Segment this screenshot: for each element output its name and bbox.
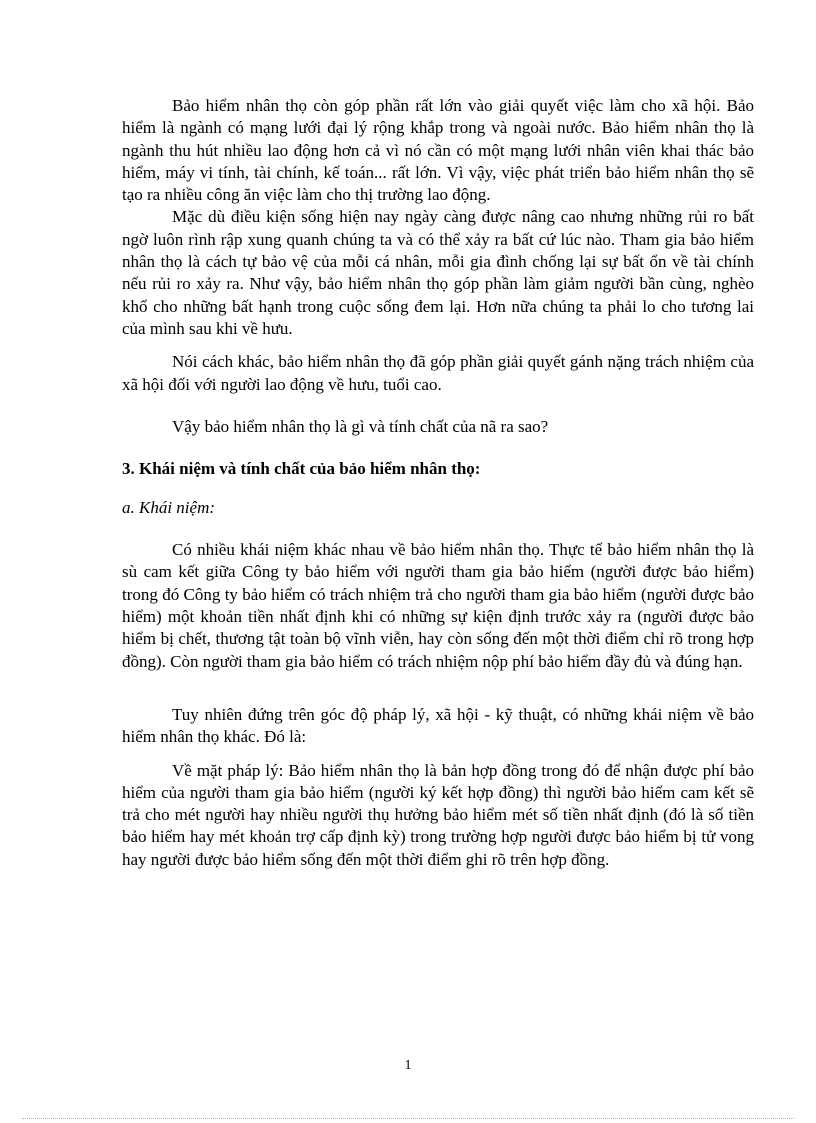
paragraph-social-burden: Nói cách khác, bảo hiểm nhân thọ đã góp phần giải quyết gánh nặng trách nhiệm của xã hội đối với người lao động về hưu, tuổi cao. [122,352,754,394]
paragraph-risks: Mặc dù điều kiện sống hiện nay ngày càng được nâng cao nhưng những rủi ro bất ngờ luôn rình rập xung quanh chúng ta và có thể xảy ra bất cứ lúc nào. Tham gia bảo hiểm nhân thọ là cách tự bảo vệ của mỗi cá nhân, mỗi gia đình chống lại sự bất ổn về tài chính nếu rủi ro xảy ra. Như vậy, bảo hiểm nhân thọ góp phần làm giảm người bần cùng, nghèo khổ cho những bất hạnh trong cuộc sống đem lại. Hơn nữa chúng ta phải lo cho tương lai của mình sau khi về hưu. [122,207,754,338]
subsection-heading: a. Khái niệm: [122,498,216,518]
document-body [122,95,754,871]
page-number: 1 [404,1058,412,1073]
paragraph-question: Vậy bảo hiểm nhân thọ là gì và tính chất của nã ra sao? [172,416,549,436]
paragraph-definition: Có nhiều khái niệm khác nhau về bảo hiểm nhân thọ. Thực tế bảo hiểm nhân thọ là sù cam kết giữa Công ty bảo hiểm với người tham gia bảo hiểm (người được bảo hiểm) trong đó Công ty bảo hiểm có trách nhiệm trả cho người tham gia bảo hiểm (người được bảo hiểm) một khoản tiền nhất định khi có những sự kiện định trước xảy ra (người được bảo hiểm bị chết, thương tật toàn bộ vĩnh viễn, hay còn sống đến một thời điểm chỉ rõ trong hợp đồng). Còn người tham gia bảo hiểm có trách nhiệm nộp phí bảo hiểm đầy đủ và đúng hạn. [122,540,754,671]
section-heading: 3. Khái niệm và tính chất của bảo hiểm nhân thọ: [122,459,481,479]
paragraph-employment: Bảo hiểm nhân thọ còn góp phần rất lớn vào giải quyết việc làm cho xã hội. Bảo hiểm là ngành có mạng lưới đại lý rộng khắp trong và ngoài nước. Bảo hiểm nhân thọ là ngành thu hút nhiều lao động hơn cả vì nó cần có một mạng lưới nhân viên khai thác bảo hiểm, máy vi tính, tài chính, kế toán... rất lớn. Vì vậy, việc phát triển bảo hiểm nhân thọ sẽ tạo ra nhiều công ăn việc làm cho thị trường lao động. [122,96,754,205]
paragraph-perspectives: Tuy nhiên đứng trên góc độ pháp lý, xã hội - kỹ thuật, có những khái niệm về bảo hiểm nhân thọ khác. Đó là: [122,704,754,747]
paragraph-legal-definition: Về mặt pháp lý: Bảo hiểm nhân thọ là bản hợp đồng trong đó để nhận được phí bảo hiểm của người tham gia bảo hiểm (người ký kết hợp đồng) thì người bảo hiểm cam kết sẽ trả cho mét người hay nhiều người thụ hưởng bảo hiểm mét số tiền nhất định (đó là số tiền bảo hiểm hay mét khoản trợ cấp định kỳ) trong trường hợp người được bảo hiểm bị tử vong hay người được bảo hiểm sống đến một thời điểm ghi rõ trên hợp đồng. [122,760,754,869]
page-bottom-divider [22,1118,794,1119]
